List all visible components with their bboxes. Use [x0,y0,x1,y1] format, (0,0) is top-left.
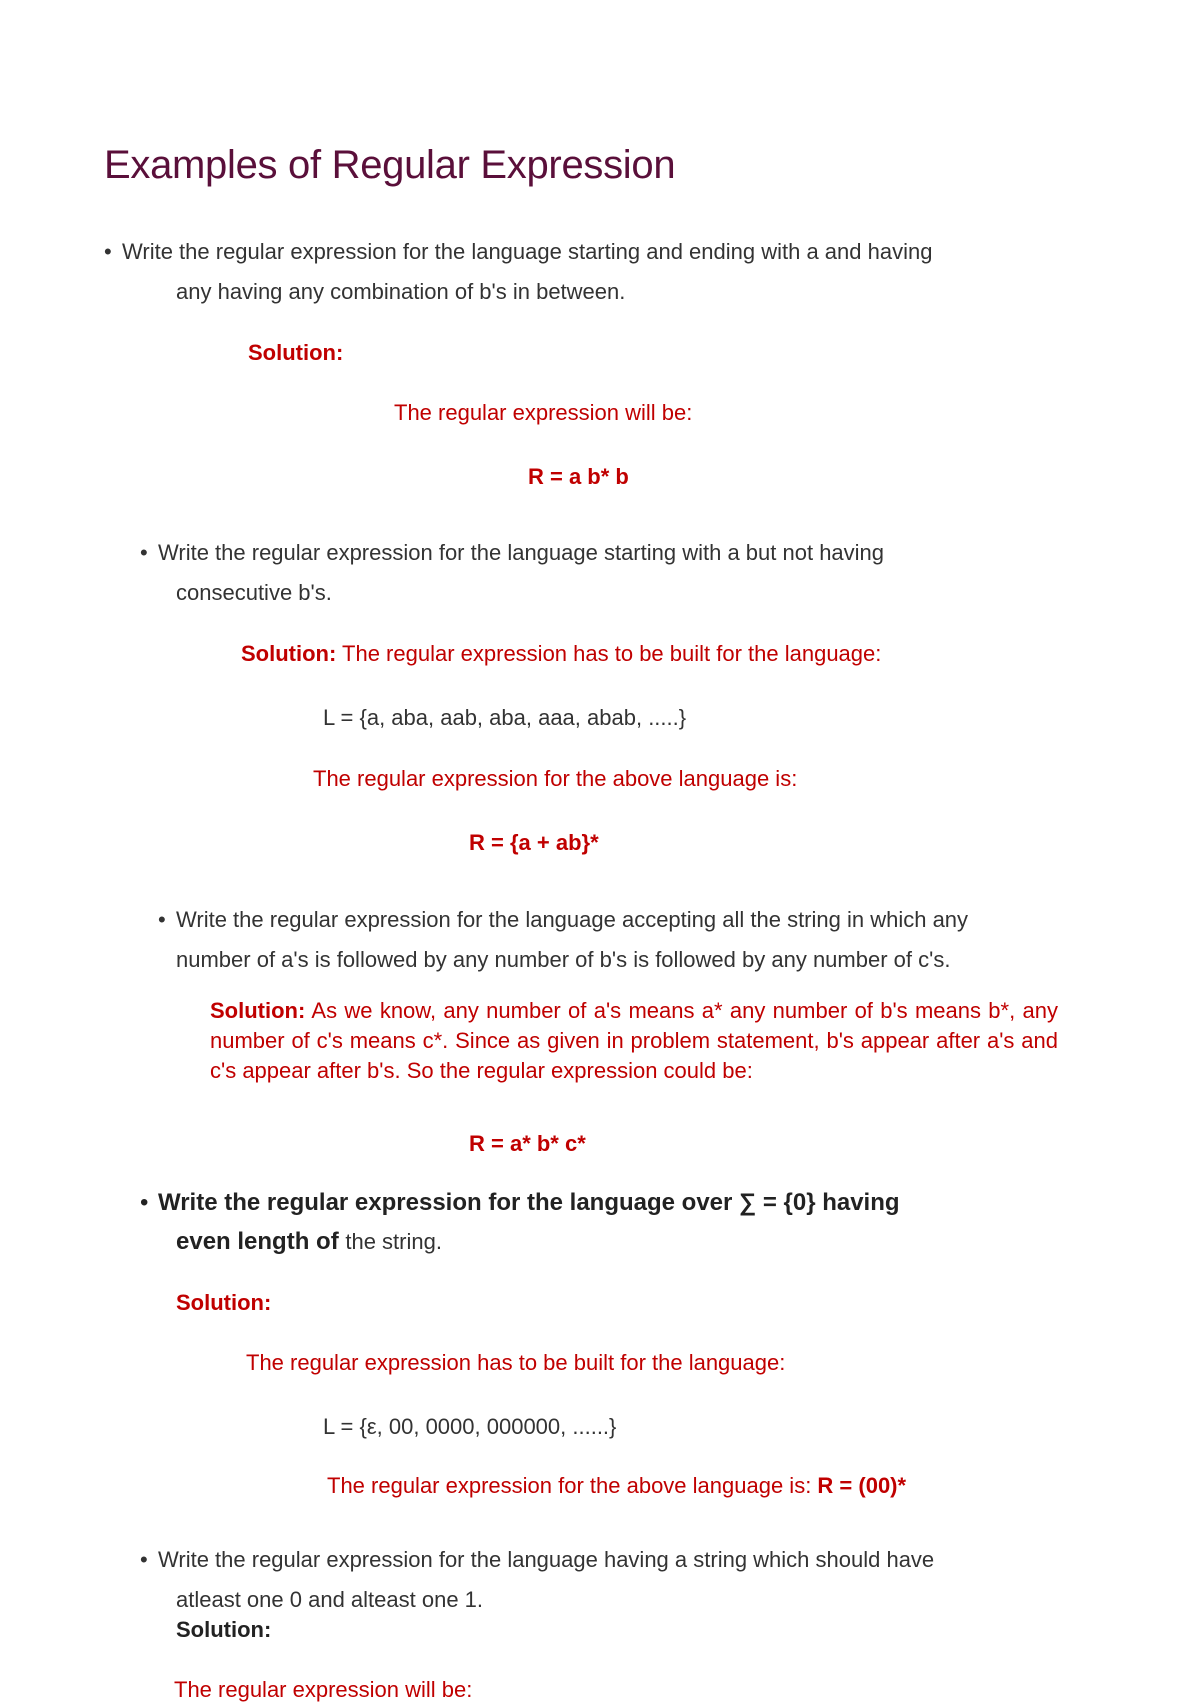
solution-1-label: Solution: [248,340,344,365]
solution-3-answer: R = a* b* c* [469,1131,586,1156]
question-3-line-1 [158,905,968,935]
solution-5-intro: The regular expression will be: [174,1677,473,1702]
solution-3-text: As we know, any number of a's means a* any number of b's means b*, any number of c's means c*. Since as given in problem statement, b's appear after a's and c's appear after b's. So the regular expression could be: [210,998,1058,1083]
solution-4-intro: The regular expression has to be built for the language: [246,1350,786,1375]
question-2-line-2: consecutive b's. [176,580,332,605]
solution-2-intro: The regular expression for the above language is: [313,766,798,791]
question-5-line-1 [140,1545,934,1575]
solution-2-language: L = {a, aba, aab, aba, aaa, abab, .....} [323,705,687,730]
solution-4-answer: R = (00)* [817,1473,907,1498]
solution-1-answer: R = a b* b [528,464,629,489]
solution-2-answer: R = {a + ab}* [469,830,599,855]
question-4-text: Write the regular expression for the language over ∑ = {0} having [158,1189,900,1216]
solution-2-text: The regular expression has to be built for the language: [336,641,882,666]
question-3-line-2: number of a's is followed by any number of b's is followed by any number of c's. [176,947,951,972]
solution-1-intro: The regular expression will be: [394,400,693,425]
solution-4-language: L = {ε, 00, 0000, 000000, ......} [323,1414,617,1439]
question-4-line-1 [140,1188,900,1218]
page-title: Examples of Regular Expression [104,143,676,187]
solution-4-result-text: The regular expression for the above language is: [327,1473,818,1498]
question-5-text: Write the regular expression for the language having a string which should have [158,1547,935,1572]
bullet-icon: • [158,907,166,932]
solution-4-result [327,1471,906,1501]
solution-3-paragraph [210,996,1058,1086]
question-1-line-2: any having any combination of b's in between. [176,279,626,304]
solution-5-label: Solution: [176,1617,272,1642]
bullet-icon: • [140,1547,148,1572]
question-1-text: Write the regular expression for the language starting and ending with a and having [122,239,933,264]
bullet-icon: • [104,239,112,264]
question-1-line-1 [104,237,932,267]
solution-2 [241,639,881,669]
bullet-icon: • [140,540,148,565]
question-2-text: Write the regular expression for the language starting with a but not having [158,540,885,565]
question-3-text: Write the regular expression for the language accepting all the string in which any [176,907,969,932]
question-2-line-1 [140,538,884,568]
solution-2-label: Solution: [241,641,337,666]
question-4-bold-text: even length of [176,1228,346,1255]
bullet-icon: • [140,1189,149,1216]
solution-3-label: Solution: [210,998,306,1023]
question-4-rest-text: the string. [345,1229,442,1254]
solution-4-label: Solution: [176,1290,272,1315]
question-5-line-2: atleast one 0 and alteast one 1. [176,1587,484,1612]
question-4-line-2 [176,1227,442,1257]
